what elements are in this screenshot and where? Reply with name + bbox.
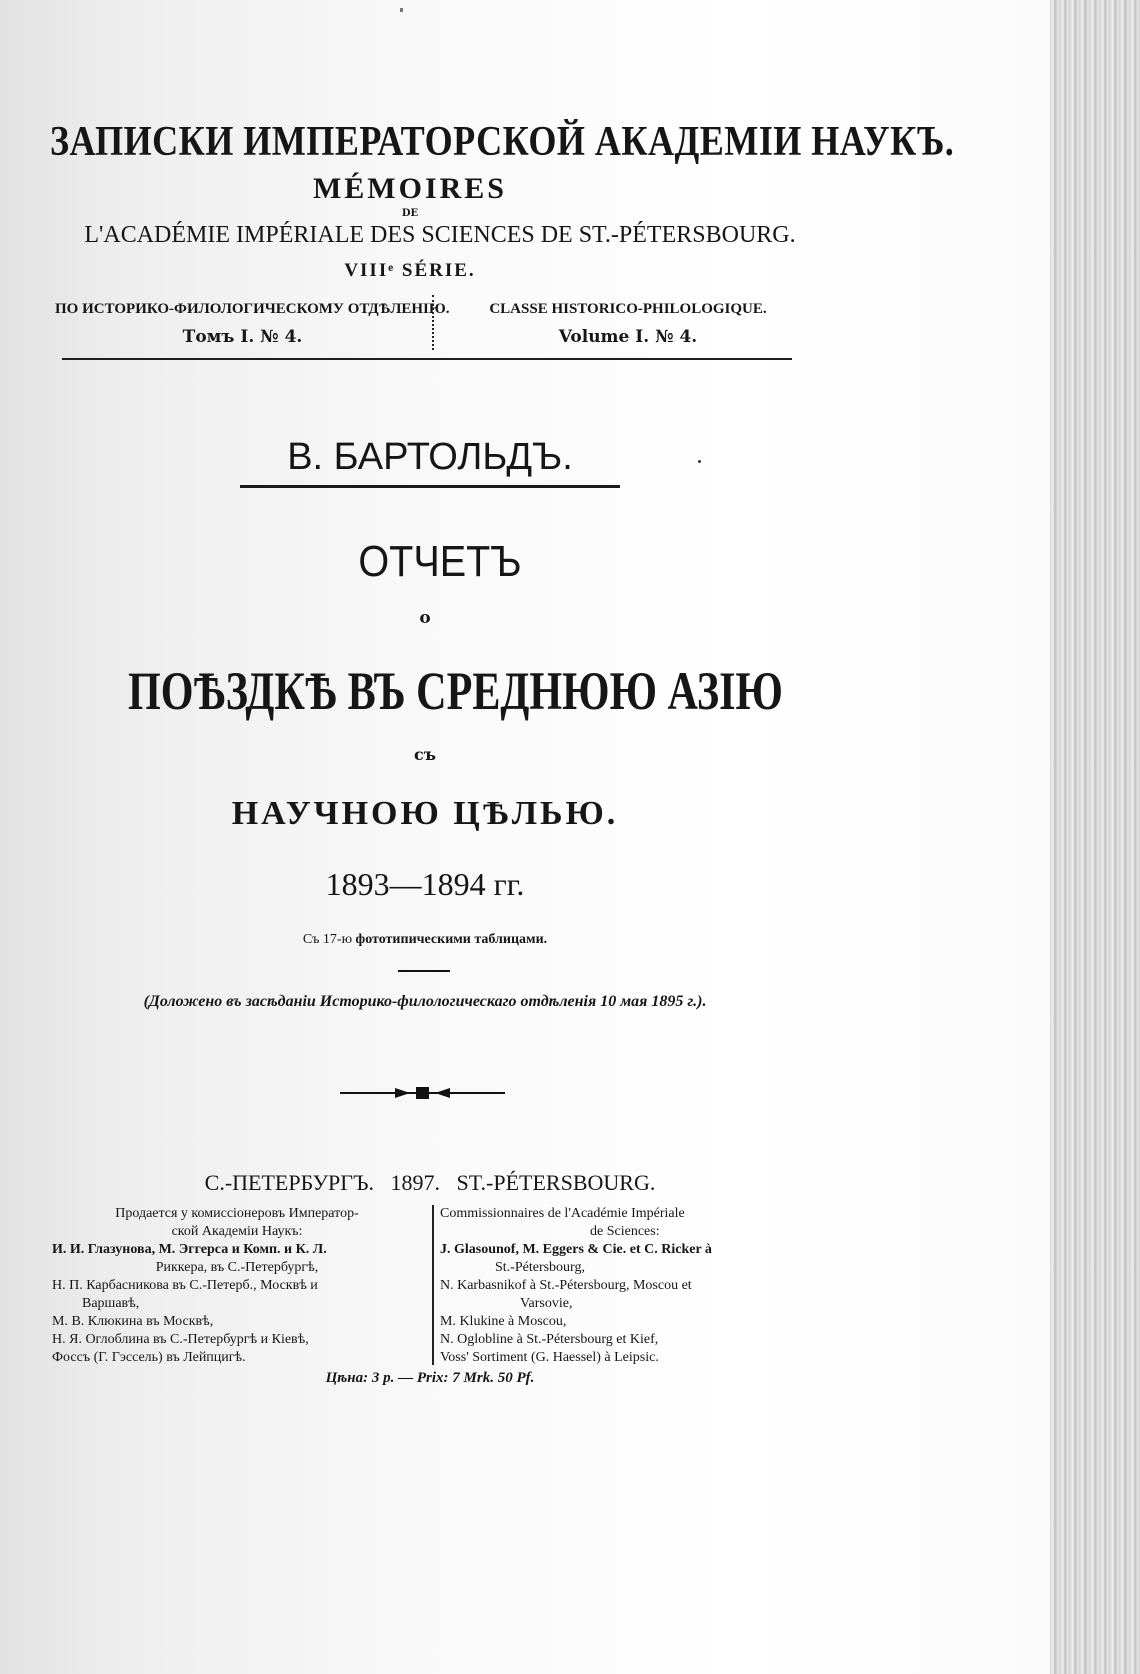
seller-line: M. Klukine à Moscou,: [440, 1314, 567, 1329]
short-rule: [398, 970, 450, 972]
seller-line: St.-Pétersbourg,: [495, 1260, 585, 1275]
serie-heading: VIIIᵉ SÉRIE.: [344, 260, 476, 281]
sellers-russian: [52, 1205, 422, 1367]
title-s: съ: [413, 745, 436, 764]
seller-line: Фоссъ (Г. Гэссель) въ Лейпцигѣ.: [52, 1350, 246, 1365]
seller-line: Варшавѣ,: [82, 1296, 140, 1311]
seller-line: И. И. Глазунова, М. Эггерса и Комп. и К. Л.: [52, 1242, 327, 1257]
department-fr: CLASSE HISTORICO-PHILOLOGIQUE.: [489, 301, 767, 317]
seller-line: Н. П. Карбасникова въ С.-Петерб., Москвѣ и: [52, 1278, 318, 1293]
tables-note: [0, 932, 850, 948]
seller-line: Н. Я. Оглоблина въ С.-Петербургѣ и Кіевѣ,: [52, 1332, 309, 1347]
tables-prefix: Съ 17-ю: [302, 932, 353, 947]
seller-line: Commissionnaires de l'Académie Impériale: [440, 1206, 685, 1221]
seller-line: Voss' Sortiment (G. Haessel) à Leipsic.: [440, 1350, 659, 1365]
seller-line: de Sciences:: [590, 1224, 660, 1239]
title-nauch: НАУЧНОЮ ЦѢЛЬЮ.: [231, 795, 619, 832]
volume-ru: Томъ I. № 4.: [182, 327, 303, 347]
academie-heading: L'ACADÉMIE IMPÉRIALE DES SCIENCES DE ST.-PÉTERSBOURG.: [84, 222, 796, 248]
speck: [400, 8, 403, 12]
imprint-divider: [432, 1205, 434, 1365]
department-ru: ПО ИСТОРИКО-ФИЛОЛОГИЧЕСКОМУ ОТДѢЛЕНІЮ.: [55, 301, 450, 317]
title-poezdka: ПОѢЗДКѢ ВЪ СРЕДНЮЮ АЗІЮ: [128, 661, 783, 721]
department-divider: [432, 295, 434, 350]
price-line: Цѣна: 3 р. — Prix: 7 Mrk. 50 Pf.: [325, 1370, 535, 1386]
header-rule: [62, 358, 792, 360]
seller-line: J. Glasounof, M. Eggers & Cie. et C. Ricker à: [440, 1242, 712, 1257]
presented-note: (Доложено въ засѣданіи Историко-филологическаго отдѣленія 10 мая 1895 г.).: [143, 993, 707, 1010]
title-otchet: ОТЧЕТЪ: [358, 537, 522, 586]
seller-line: ской Академіи Наукъ:: [171, 1224, 303, 1239]
title-dates: 1893—1894 гг.: [325, 866, 525, 902]
author-underline: [240, 485, 620, 488]
seller-line: Риккера, въ С.-Петербургѣ,: [155, 1260, 319, 1275]
ornament-divider: [340, 1085, 505, 1101]
title-o: о: [419, 608, 431, 628]
seller-line: М. В. Клюкина въ Москвѣ,: [52, 1314, 214, 1329]
seller-line: N. Oglobline à St.-Pétersbourg et Kief,: [440, 1332, 659, 1347]
volume-fr: Volume I. № 4.: [558, 327, 698, 347]
seller-line: N. Karbasnikof à St.-Pétersbourg, Moscou et: [440, 1278, 692, 1293]
book-page-edges: [1050, 0, 1140, 1674]
series-title: ЗАПИСКИ ИМПЕРАТОРСКОЙ АКАДЕМІИ НАУКЪ.: [50, 119, 955, 165]
imprint-city-year: С.-ПЕТЕРБУРГЪ. 1897. ST.-PÉTERSBOURG.: [204, 1170, 656, 1195]
de-small: DE: [401, 208, 419, 219]
seller-line: Продается у комиссіонеровъ Император-: [115, 1206, 359, 1221]
seller-line: Varsovie,: [520, 1296, 573, 1311]
memoires-heading: MÉMOIRES: [312, 172, 507, 205]
speck: [698, 460, 701, 463]
author-name: В. БАРТОЛЬДЪ.: [287, 436, 573, 478]
tables-bold: фототипическими таблицами.: [355, 932, 548, 947]
sellers-french: [440, 1205, 810, 1367]
